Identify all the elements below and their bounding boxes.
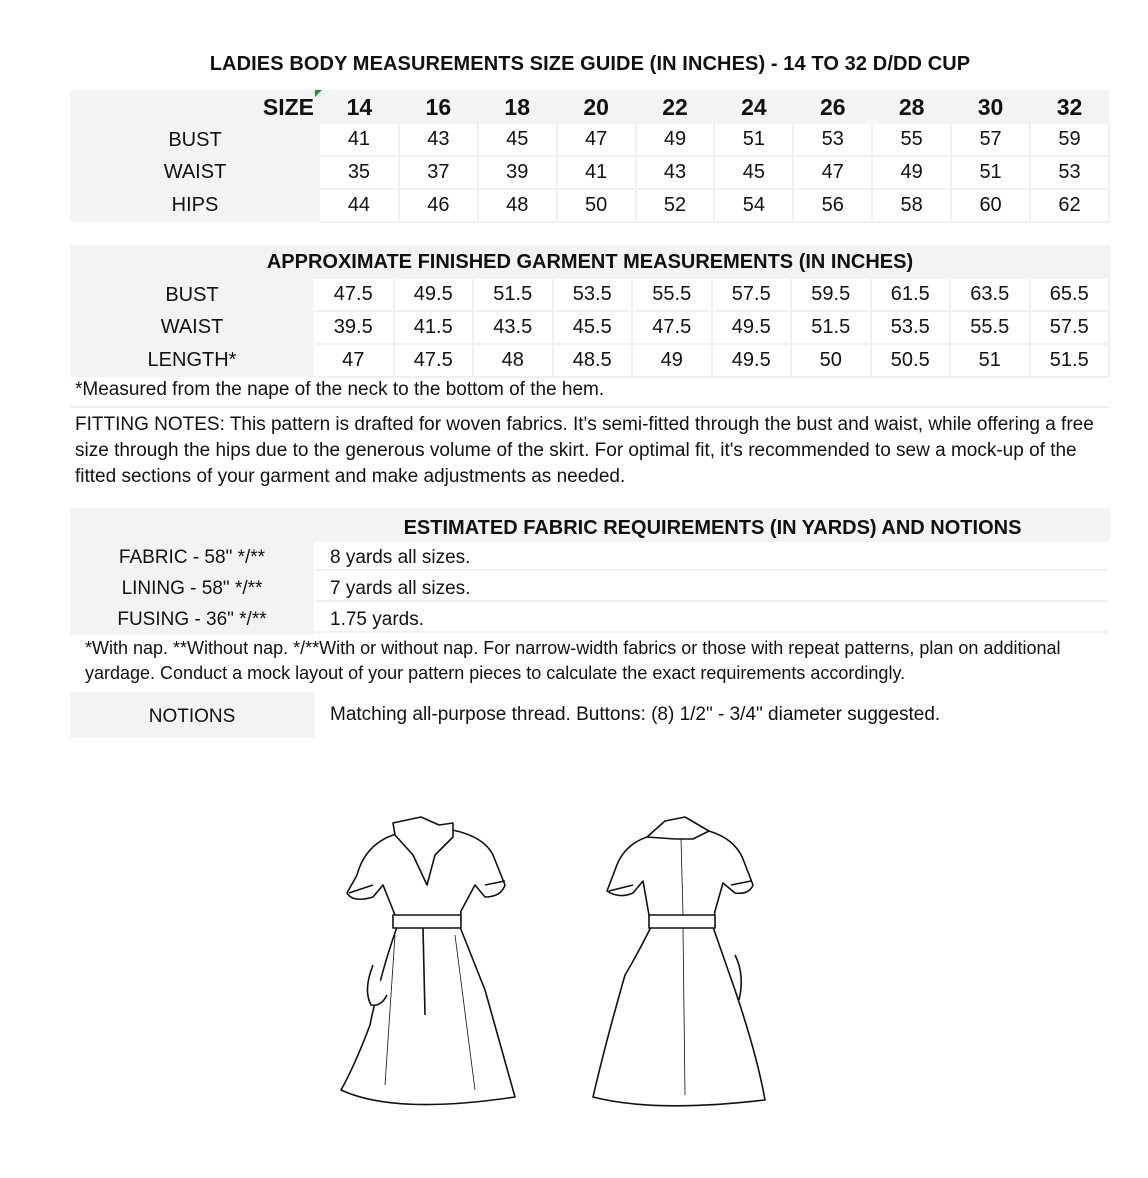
size-col: 16 (399, 90, 478, 124)
fusing-row (70, 604, 1110, 635)
table-cell: 47.5 (314, 279, 394, 311)
size-col: 18 (478, 90, 557, 124)
table-cell: 50 (557, 189, 636, 222)
table-cell: 45.5 (553, 311, 633, 344)
garment-section-title: APPROXIMATE FINISHED GARMENT MEASUREMENTS (IN INCHES) (266, 251, 914, 273)
table-cell: 43.5 (473, 311, 553, 344)
table-cell: 39 (478, 156, 557, 189)
nap-note: *With nap. **Without nap. */**With or without nap. For narrow-width fabrics or those with repeat patterns, plan on additional yardage. Conduct a mock layout of your pattern pieces to calculate the exact requirements accordingly. (85, 638, 1061, 683)
table-cell: 51 (951, 156, 1030, 189)
table-cell: 48 (473, 344, 553, 377)
table-cell: 48.5 (553, 344, 633, 377)
table-row (70, 189, 1109, 222)
divider (70, 406, 1110, 408)
table-cell: 57.5 (712, 279, 792, 311)
table-cell: 53 (1030, 156, 1109, 189)
table-cell: 51 (714, 124, 793, 156)
size-col: 30 (951, 90, 1030, 124)
notions-value: Matching all-purpose thread. Buttons: (8) 1/2" - 3/4" diameter suggested. (330, 704, 941, 725)
comment-marker-icon (315, 90, 322, 97)
table-cell: 49.5 (394, 279, 474, 311)
table-row (70, 311, 1109, 344)
table-cell: 44 (320, 189, 399, 222)
table-cell: 59 (1030, 124, 1109, 156)
table-cell: 51.5 (473, 279, 553, 311)
table-cell: 35 (320, 156, 399, 189)
lining-value: 7 yards all sizes. (315, 573, 1108, 602)
fabric-row (70, 542, 1110, 573)
page-title: LADIES BODY MEASUREMENTS SIZE GUIDE (IN INCHES) - 14 TO 32 D/DD CUP (209, 53, 971, 75)
table-cell: 50 (791, 344, 871, 377)
size-col: 14 (320, 90, 399, 124)
table-row (70, 344, 1109, 377)
table-cell: 49.5 (712, 344, 792, 377)
table-cell: 41 (557, 156, 636, 189)
fusing-value: 1.75 yards. (315, 604, 1108, 633)
table-cell: 52 (636, 189, 715, 222)
table-cell: 63.5 (950, 279, 1030, 311)
table-cell: 49 (636, 124, 715, 156)
table-cell: 47 (557, 124, 636, 156)
table-cell: 55.5 (632, 279, 712, 311)
table-cell: 39.5 (314, 311, 394, 344)
fusing-label: FUSING - 36" */** (70, 604, 314, 635)
table-cell: 47 (793, 156, 872, 189)
table-cell: 41 (320, 124, 399, 156)
table-cell: 65.5 (1030, 279, 1110, 311)
table-cell: 51.5 (1030, 344, 1110, 377)
dress-front-illustration (335, 815, 525, 1115)
lining-label: LINING - 58" */** (70, 573, 314, 604)
table-cell: 47 (314, 344, 394, 377)
length-footnote: *Measured from the nape of the neck to the bottom of the hem. (75, 379, 605, 400)
size-header-row (70, 90, 1109, 124)
table-cell: 37 (399, 156, 478, 189)
table-cell: 41.5 (394, 311, 474, 344)
fabric-section-title: ESTIMATED FABRIC REQUIREMENTS (IN YARDS) AND NOTIONS (403, 517, 1022, 539)
size-col: 24 (714, 90, 793, 124)
table-cell: 60 (951, 189, 1030, 222)
row-label-waist: WAIST (70, 311, 314, 344)
table-cell: 50.5 (871, 344, 951, 377)
table-cell: 54 (714, 189, 793, 222)
table-cell: 53 (793, 124, 872, 156)
table-cell: 59.5 (791, 279, 871, 311)
fabric-value: 8 yards all sizes. (315, 542, 1108, 571)
size-col: 28 (872, 90, 951, 124)
table-cell: 51.5 (791, 311, 871, 344)
table-cell: 49 (872, 156, 951, 189)
garment-measurements-table (70, 279, 1110, 378)
row-label-bust: BUST (70, 124, 320, 156)
table-cell: 43 (636, 156, 715, 189)
size-col: 22 (636, 90, 715, 124)
table-cell: 53.5 (553, 279, 633, 311)
table-cell: 61.5 (871, 279, 951, 311)
table-cell: 49.5 (712, 311, 792, 344)
table-cell: 62 (1030, 189, 1109, 222)
table-cell: 43 (399, 124, 478, 156)
table-cell: 47.5 (394, 344, 474, 377)
table-cell: 55.5 (950, 311, 1030, 344)
dress-back-illustration (585, 815, 775, 1115)
size-label: SIZE (70, 90, 320, 124)
row-label-bust: BUST (70, 279, 314, 311)
size-col: 32 (1030, 90, 1109, 124)
table-cell: 49 (632, 344, 712, 377)
table-row (70, 156, 1109, 189)
row-label-waist: WAIST (70, 156, 320, 189)
table-cell: 53.5 (871, 311, 951, 344)
table-row (70, 124, 1109, 156)
table-cell: 57.5 (1030, 311, 1110, 344)
table-cell: 51 (950, 344, 1030, 377)
table-cell: 45 (478, 124, 557, 156)
table-cell: 46 (399, 189, 478, 222)
size-col: 26 (793, 90, 872, 124)
row-label-hips: HIPS (70, 189, 320, 222)
table-cell: 47.5 (632, 311, 712, 344)
body-measurements-table (70, 90, 1110, 223)
table-cell: 56 (793, 189, 872, 222)
table-row (70, 279, 1109, 311)
fabric-label: FABRIC - 58" */** (70, 542, 314, 573)
table-cell: 57 (951, 124, 1030, 156)
notions-label: NOTIONS (148, 706, 236, 727)
size-col: 20 (557, 90, 636, 124)
lining-row (70, 573, 1110, 604)
table-cell: 55 (872, 124, 951, 156)
table-cell: 45 (714, 156, 793, 189)
table-cell: 48 (478, 189, 557, 222)
table-cell: 58 (872, 189, 951, 222)
row-label-length: LENGTH* (70, 344, 314, 377)
fitting-notes: FITTING NOTES: This pattern is drafted for woven fabrics. It's semi-fitted through the bust and waist, while offering a free size through the hips due to the generous volume of the skirt. For optimal fit, it's recommended to sew a mock-up of the fitted sections of your garment and make adjustments as needed. (75, 414, 1094, 487)
